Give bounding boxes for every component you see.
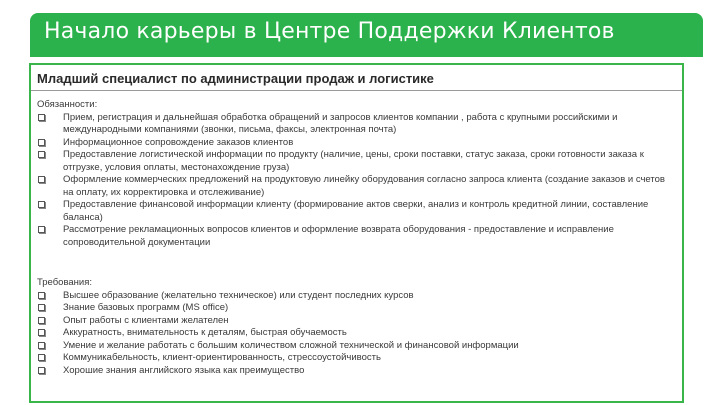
list-item-text: Знание базовых программ (MS office): [63, 302, 229, 313]
checkbox-square-icon: [38, 354, 45, 361]
list-item-text: Аккуратность, внимательность к деталям, быстрая обучаемость: [63, 327, 347, 338]
list-item: [37, 174, 677, 199]
job-title: Младший специалист по администрации продаж и логистике: [37, 71, 434, 86]
list-item: [37, 327, 677, 340]
checkbox-square-icon: [38, 201, 45, 208]
checkbox-square-icon: [38, 114, 45, 121]
list-item: [37, 149, 677, 174]
checkbox-square-icon: [38, 151, 45, 158]
checkbox-square-icon: [38, 367, 45, 374]
divider: [31, 90, 682, 91]
duties-label: Обязанности:: [37, 99, 98, 110]
list-item: [37, 290, 677, 303]
title-bar: [30, 13, 703, 57]
list-item: [37, 352, 677, 365]
list-item: [37, 315, 677, 328]
list-item-text: Предоставление логистической информации по продукту (наличие, цены, сроки поставки, статус заказа, сроки готовности заказа к отгрузке, условия оплаты, местонахождение груза): [63, 149, 644, 173]
duties-list: [37, 112, 677, 250]
list-item-text: Опыт работы с клиентами желателен: [63, 314, 229, 326]
list-item-text: Рассмотрение рекламационных вопросов клиентов и оформление возврата оборудования - предоставление и исправление сопроводительной документации: [63, 224, 614, 248]
checkbox-square-icon: [38, 317, 45, 324]
list-item-text: Коммуникабельность, клиент-ориентированность, стрессоустойчивость: [63, 352, 381, 363]
list-item: [37, 224, 677, 249]
list-item: [37, 199, 677, 224]
list-item: [37, 302, 677, 315]
checkbox-square-icon: [38, 176, 45, 183]
job-description-panel: [29, 63, 684, 403]
checkbox-square-icon: [38, 139, 45, 146]
requirements-list: [37, 290, 677, 378]
list-item-text: Предоставление финансовой информации клиенту (формирование актов сверки, анализ и контроль кредитной линии, составление баланса): [63, 199, 649, 223]
list-item: [37, 137, 677, 150]
list-item-text: Умение и желание работать с большим количеством сложной технической и финансовой информации: [63, 339, 519, 351]
requirements-label: Требования:: [37, 277, 93, 288]
checkbox-square-icon: [38, 342, 45, 349]
list-item: [37, 340, 677, 353]
list-item-text: Хорошие знания английского языка как преимущество: [63, 364, 305, 376]
list-item: [37, 365, 677, 378]
list-item-text: Оформление коммерческих предложений на продуктовую линейку оборудования согласно запроса клиента (создание заказов и счетов на оплату, их корректировка и отслеживание): [63, 174, 665, 198]
checkbox-square-icon: [38, 329, 45, 336]
list-item-text: Высшее образование (желательно техническое) или студент последних курсов: [63, 289, 414, 301]
list-item: [37, 112, 677, 137]
checkbox-square-icon: [38, 226, 45, 233]
list-item-text: Прием, регистрация и дальнейшая обработка обращений и запросов клиентов компании , работа с крупными российскими и международными компаниями (звонки, письма, факсы, электронная почта): [63, 111, 618, 135]
requirements-section: [37, 277, 677, 377]
duties-section: [37, 99, 677, 249]
page-title: Начало карьеры в Центре Поддержки Клиентов: [44, 19, 615, 44]
checkbox-square-icon: [38, 304, 45, 311]
list-item-text: Информационное сопровождение заказов клиентов: [63, 136, 294, 148]
checkbox-square-icon: [38, 292, 45, 299]
